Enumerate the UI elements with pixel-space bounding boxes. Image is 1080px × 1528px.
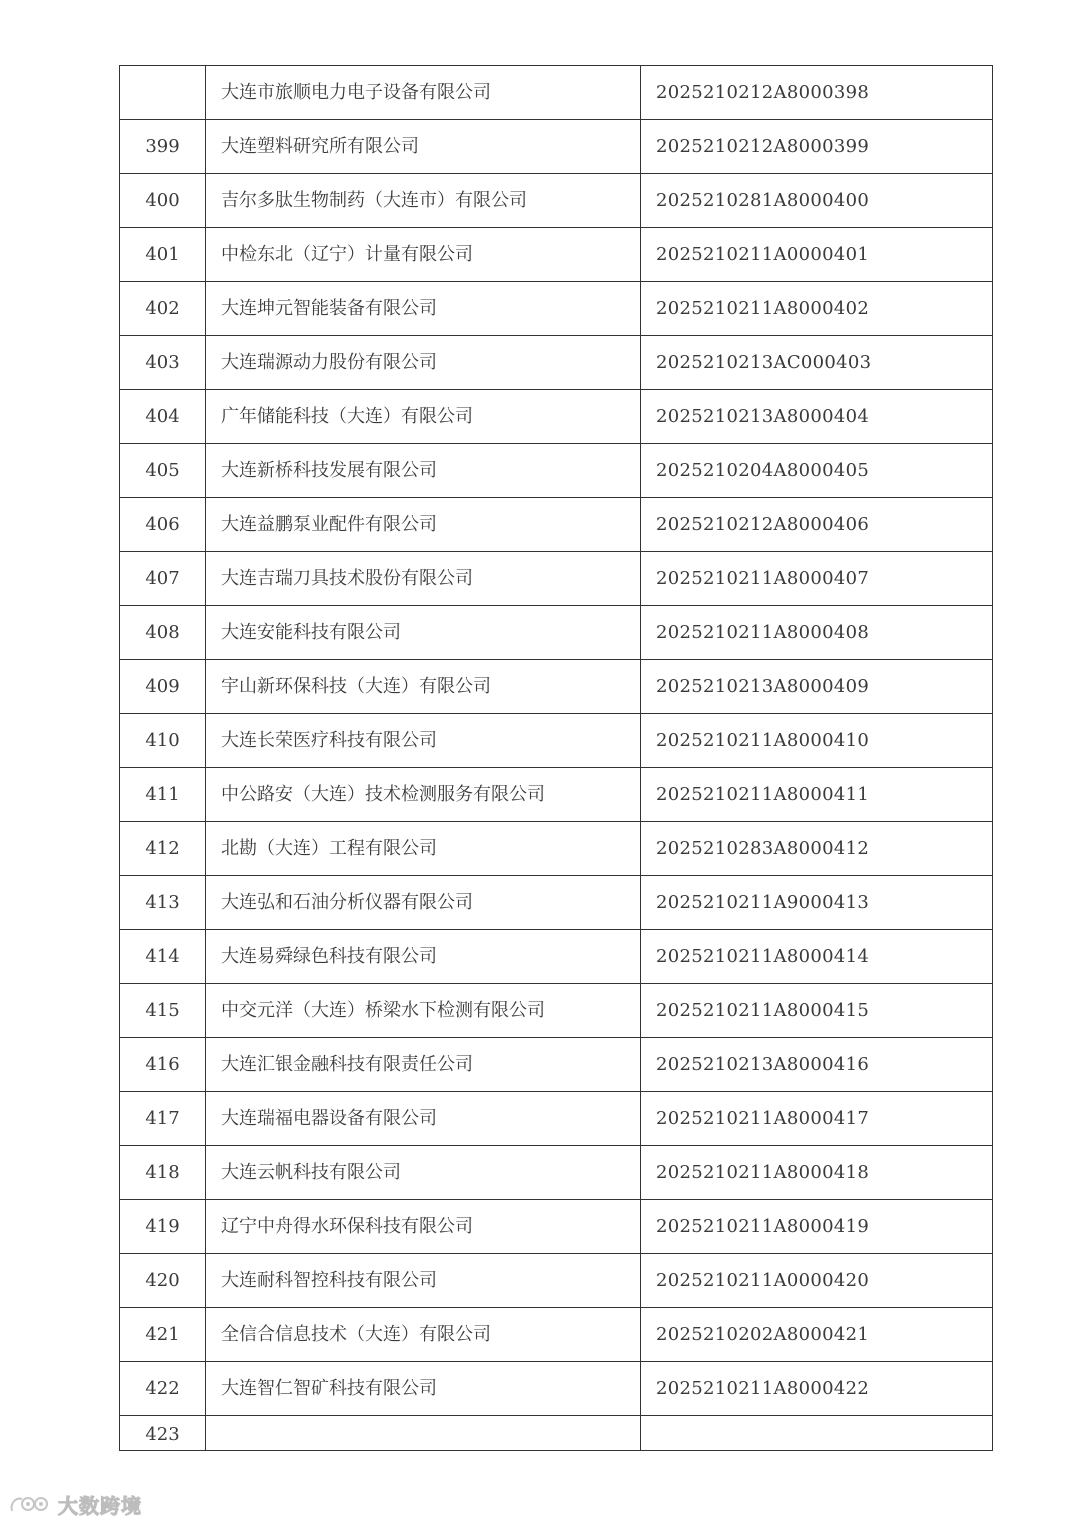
company-name-text: 中交元洋（大连）桥梁水下检测有限公司: [221, 999, 545, 1021]
company-name-cell: [206, 174, 641, 228]
registration-code-cell: [641, 282, 993, 336]
registration-code-text: 2025210211A8000410: [656, 729, 870, 751]
row-number-text: 416: [145, 1053, 180, 1075]
registration-code-cell: [641, 444, 993, 498]
company-name-text: 大连新桥科技发展有限公司: [221, 459, 437, 481]
company-name-cell: [206, 444, 641, 498]
row-number-cell: [120, 1416, 206, 1451]
company-name-cell: [206, 930, 641, 984]
company-name-text: 大连安能科技有限公司: [221, 621, 401, 643]
row-number-text: 405: [145, 459, 180, 481]
table-row: [120, 1254, 993, 1308]
row-number-text: 411: [145, 783, 180, 805]
registration-code-cell: [641, 1200, 993, 1254]
row-number-text: 423: [145, 1424, 180, 1445]
company-name-text: 中公路安（大连）技术检测服务有限公司: [221, 783, 545, 805]
company-name-text: 大连益鹏泵业配件有限公司: [221, 513, 437, 535]
row-number-cell: [120, 876, 206, 930]
row-number-text: 412: [145, 837, 180, 859]
company-name-cell: [206, 1254, 641, 1308]
table-row: [120, 1200, 993, 1254]
registration-code-text: 2025210213A8000409: [656, 675, 870, 697]
row-number-cell: [120, 444, 206, 498]
row-number-text: 404: [145, 405, 180, 427]
registration-code-text: 2025210211A8000411: [656, 783, 870, 805]
registration-code-text: 2025210211A0000420: [656, 1269, 870, 1291]
company-name-text: 大连易舜绿色科技有限公司: [221, 945, 437, 967]
table-row: [120, 120, 993, 174]
company-name-text: 大连耐科智控科技有限公司: [221, 1269, 437, 1291]
table-row: [120, 444, 993, 498]
company-name-text: 大连吉瑞刀具技术股份有限公司: [221, 567, 473, 589]
table-row: [120, 1362, 993, 1416]
row-number-cell: [120, 1308, 206, 1362]
row-number-cell: [120, 1362, 206, 1416]
registration-code-cell: [641, 1254, 993, 1308]
company-name-cell: [206, 984, 641, 1038]
table-row: [120, 714, 993, 768]
table-row: [120, 336, 993, 390]
row-number-cell: [120, 822, 206, 876]
row-number-cell: [120, 1092, 206, 1146]
table-row: [120, 552, 993, 606]
company-name-text: 大连弘和石油分析仪器有限公司: [221, 891, 473, 913]
row-number-cell: [120, 552, 206, 606]
company-name-text: 中检东北（辽宁）计量有限公司: [221, 243, 473, 265]
company-name-text: 辽宁中舟得水环保科技有限公司: [221, 1215, 473, 1237]
registration-code-cell: [641, 660, 993, 714]
company-name-text: 大连汇银金融科技有限责任公司: [221, 1053, 473, 1075]
company-name-cell: [206, 606, 641, 660]
registration-code-text: 2025210212A8000399: [656, 135, 870, 157]
table-row: [120, 1092, 993, 1146]
registration-code-cell: [641, 498, 993, 552]
row-number-text: 406: [145, 513, 180, 535]
registration-code-cell: [641, 1416, 993, 1451]
company-name-cell: [206, 714, 641, 768]
company-name-text: 大连塑料研究所有限公司: [221, 135, 419, 157]
table-row: [120, 498, 993, 552]
row-number-text: 421: [145, 1323, 180, 1345]
row-number-text: 418: [145, 1161, 180, 1183]
company-name-cell: [206, 822, 641, 876]
row-number-cell: [120, 768, 206, 822]
company-name-cell: [206, 228, 641, 282]
company-name-text: 大连瑞福电器设备有限公司: [221, 1107, 437, 1129]
registration-code-cell: [641, 1146, 993, 1200]
company-name-text: 大连坤元智能装备有限公司: [221, 297, 437, 319]
registration-code-text: 2025210211A8000419: [656, 1215, 870, 1237]
table-row: [120, 66, 993, 120]
row-number-cell: [120, 66, 206, 120]
row-number-cell: [120, 1254, 206, 1308]
company-name-text: 大连长荣医疗科技有限公司: [221, 729, 437, 751]
table-row: [120, 768, 993, 822]
company-name-cell: [206, 66, 641, 120]
registration-code-text: 2025210211A8000415: [656, 999, 870, 1021]
registration-code-text: 2025210213AC000403: [656, 351, 872, 373]
row-number-text: 413: [145, 891, 180, 913]
registration-code-cell: [641, 66, 993, 120]
company-name-cell: [206, 660, 641, 714]
row-number-text: 415: [145, 999, 180, 1021]
row-number-cell: [120, 714, 206, 768]
watermark: [8, 1490, 142, 1518]
registration-code-cell: [641, 1038, 993, 1092]
watermark-text: 大数跨境: [58, 1493, 142, 1518]
company-name-cell: [206, 390, 641, 444]
company-name-text: 大连智仁智矿科技有限公司: [221, 1377, 437, 1399]
company-name-cell: [206, 1092, 641, 1146]
row-number-cell: [120, 120, 206, 174]
table-row: [120, 390, 993, 444]
registration-code-cell: [641, 876, 993, 930]
registration-code-text: 2025210202A8000421: [656, 1323, 870, 1345]
row-number-text: 419: [145, 1215, 180, 1237]
company-name-cell: [206, 876, 641, 930]
registration-code-cell: [641, 606, 993, 660]
company-name-text: 广年储能科技（大连）有限公司: [221, 405, 473, 427]
row-number-cell: [120, 498, 206, 552]
row-number-text: 420: [145, 1269, 180, 1291]
table-body: [120, 66, 993, 1451]
registration-code-text: 2025210204A8000405: [656, 459, 870, 481]
registration-code-text: 2025210211A8000408: [656, 621, 870, 643]
company-name-text: 大连云帆科技有限公司: [221, 1161, 401, 1183]
company-name-cell: [206, 282, 641, 336]
company-name-cell: [206, 1038, 641, 1092]
registration-code-text: 2025210211A0000401: [656, 243, 870, 265]
company-name-cell: [206, 1308, 641, 1362]
company-name-cell: [206, 768, 641, 822]
registration-code-text: 2025210211A8000414: [656, 945, 870, 967]
table-row: [120, 1038, 993, 1092]
registration-code-text: 2025210212A8000398: [656, 81, 870, 103]
company-name-cell: [206, 336, 641, 390]
row-number-text: 400: [145, 189, 180, 211]
table-row: [120, 228, 993, 282]
row-number-text: 422: [145, 1377, 180, 1399]
watermark-logo-icon: [8, 1493, 52, 1515]
row-number-cell: [120, 174, 206, 228]
registration-code-text: 2025210281A8000400: [656, 189, 870, 211]
row-number-cell: [120, 660, 206, 714]
row-number-cell: [120, 336, 206, 390]
registration-code-cell: [641, 1362, 993, 1416]
table-row: [120, 174, 993, 228]
table-row: [120, 822, 993, 876]
registration-code-text: 2025210213A8000404: [656, 405, 870, 427]
company-name-cell: [206, 120, 641, 174]
registration-code-cell: [641, 120, 993, 174]
row-number-text: 408: [145, 621, 180, 643]
registration-code-cell: [641, 714, 993, 768]
row-number-text: 401: [145, 243, 180, 265]
registration-code-cell: [641, 822, 993, 876]
row-number-text: 403: [145, 351, 180, 373]
row-number-cell: [120, 984, 206, 1038]
company-name-cell: [206, 552, 641, 606]
table-row: [120, 660, 993, 714]
company-name-text: 大连瑞源动力股份有限公司: [221, 351, 437, 373]
row-number-cell: [120, 1038, 206, 1092]
registration-code-text: 2025210211A8000417: [656, 1107, 870, 1129]
company-name-cell: [206, 1146, 641, 1200]
registration-code-cell: [641, 984, 993, 1038]
company-name-cell: [206, 1200, 641, 1254]
company-name-text: 大连市旅顺电力电子设备有限公司: [221, 81, 491, 103]
registration-code-text: 2025210211A9000413: [656, 891, 870, 913]
registration-code-cell: [641, 930, 993, 984]
row-number-text: 402: [145, 297, 180, 319]
registration-code-text: 2025210211A8000422: [656, 1377, 870, 1399]
row-number-text: 399: [145, 135, 180, 157]
registration-code-text: 2025210211A8000407: [656, 567, 870, 589]
company-name-cell: [206, 498, 641, 552]
row-number-cell: [120, 390, 206, 444]
company-name-text: 宇山新环保科技（大连）有限公司: [221, 675, 491, 697]
table-row: [120, 930, 993, 984]
row-number-cell: [120, 228, 206, 282]
row-number-cell: [120, 1146, 206, 1200]
table-row: [120, 876, 993, 930]
registration-code-text: 2025210283A8000412: [656, 837, 870, 859]
company-name-text: 吉尔多肽生物制药（大连市）有限公司: [221, 189, 527, 211]
row-number-text: 410: [145, 729, 180, 751]
registration-code-text: 2025210211A8000418: [656, 1161, 870, 1183]
row-number-text: 407: [145, 567, 180, 589]
table-row: [120, 282, 993, 336]
company-name-cell: [206, 1416, 641, 1451]
row-number-cell: [120, 282, 206, 336]
registration-code-cell: [641, 174, 993, 228]
row-number-cell: [120, 606, 206, 660]
registration-code-cell: [641, 552, 993, 606]
row-number-text: 417: [145, 1107, 180, 1129]
registration-code-cell: [641, 228, 993, 282]
table-row: [120, 1416, 993, 1451]
registration-code-cell: [641, 336, 993, 390]
company-registry-table: [119, 65, 993, 1451]
table-row: [120, 984, 993, 1038]
company-name-text: 全信合信息技术（大连）有限公司: [221, 1323, 491, 1345]
company-name-text: 北勘（大连）工程有限公司: [221, 837, 437, 859]
row-number-cell: [120, 930, 206, 984]
registration-code-cell: [641, 1308, 993, 1362]
company-name-cell: [206, 1362, 641, 1416]
table-row: [120, 1308, 993, 1362]
table-row: [120, 1146, 993, 1200]
table-row: [120, 606, 993, 660]
registration-code-text: 2025210212A8000406: [656, 513, 870, 535]
registration-code-cell: [641, 768, 993, 822]
row-number-text: 409: [145, 675, 180, 697]
row-number-cell: [120, 1200, 206, 1254]
registration-code-cell: [641, 390, 993, 444]
registration-code-text: 2025210211A8000402: [656, 297, 870, 319]
row-number-text: 414: [145, 945, 180, 967]
registration-code-text: 2025210213A8000416: [656, 1053, 870, 1075]
registration-code-cell: [641, 1092, 993, 1146]
